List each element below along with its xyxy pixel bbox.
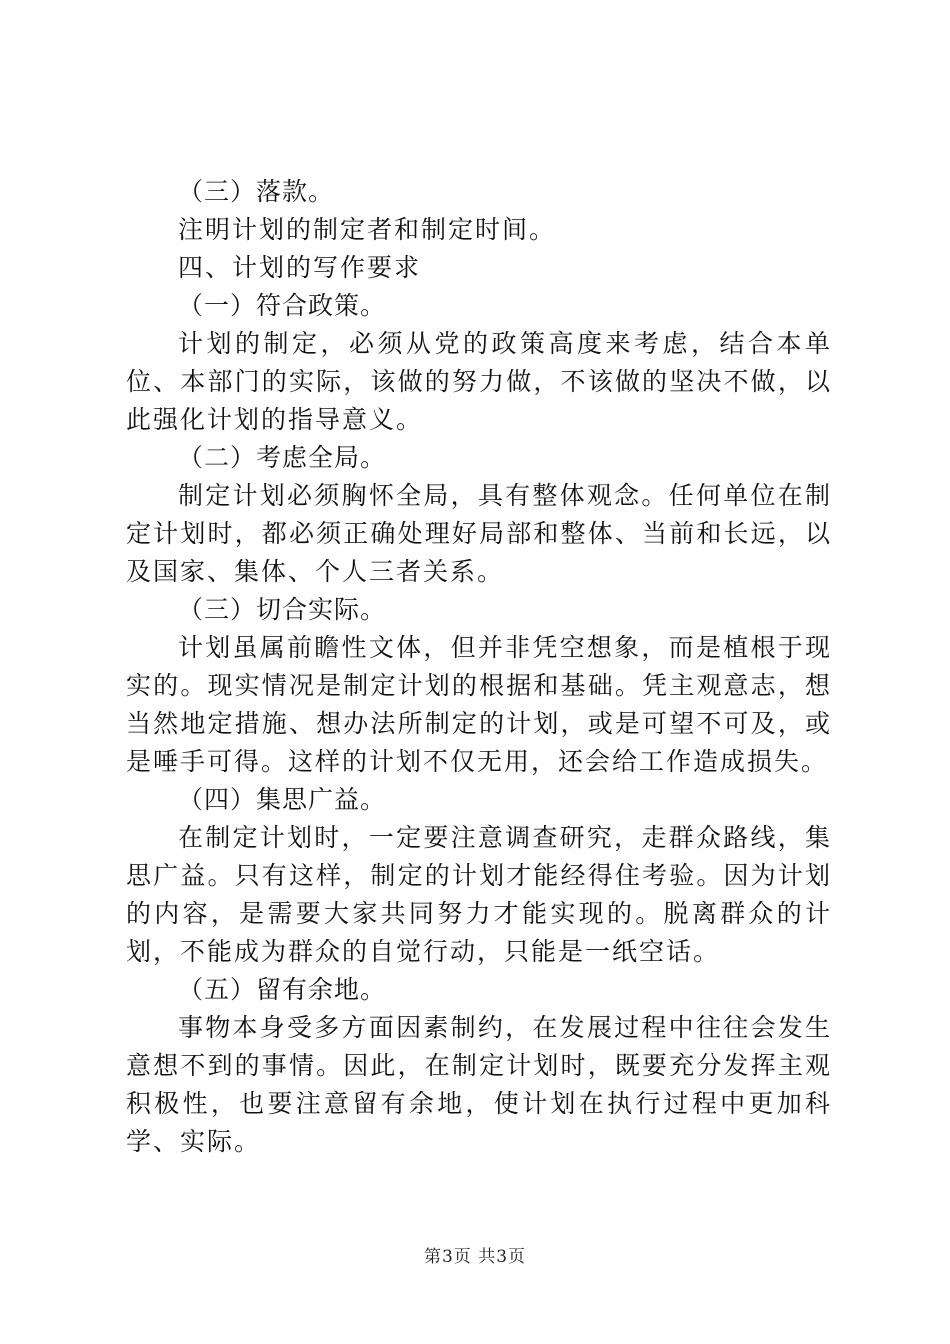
section-heading-policy: （一）符合政策。 — [178, 291, 387, 320]
paragraph-policy: 计划的制定，必须从党的政策高度来考虑，结合本单位、本部门的实际，该做的努力做，不该做的坚决不做，以此强化计划的指导意义。 — [126, 329, 832, 434]
section-heading-collective-wisdom: （四）集思广益。 — [178, 785, 387, 814]
section-heading-leeway: （五）留有余地。 — [178, 975, 387, 1004]
section-heading-signature: （三）落款。 — [178, 177, 335, 206]
paragraph-practical: 计划虽属前瞻性文体，但并非凭空想象，而是植根于现实的。现实情况是制定计划的根据和基础。凭主观意志，想当然地定措施、想办法所制定的计划，或是可望不可及，或是唾手可得。这样的计划不仅无用，还会给工作造成损失。 — [126, 633, 832, 776]
page-number-footer: 第3页 共3页 — [423, 1247, 527, 1267]
paragraph-leeway: 事物本身受多方面因素制约，在发展过程中往往会发生意想不到的事情。因此，在制定计划时，既要充分发挥主观积极性，也要注意留有余地，使计划在执行过程中更加科学、实际。 — [126, 1013, 832, 1156]
section-heading-practical: （三）切合实际。 — [178, 595, 387, 624]
paragraph-signature-note: 注明计划的制定者和制定时间。 — [178, 215, 557, 244]
section-title-writing-requirements: 四、计划的写作要求 — [178, 253, 422, 282]
section-heading-overall: （二）考虑全局。 — [178, 443, 387, 472]
paragraph-overall: 制定计划必须胸怀全局，具有整体观念。任何单位在制定计划时，都必须正确处理好局部和整体、当前和长远，以及国家、集体、个人三者关系。 — [126, 481, 832, 586]
document-body — [126, 173, 832, 1161]
paragraph-collective-wisdom: 在制定计划时，一定要注意调查研究，走群众路线，集思广益。只有这样，制定的计划才能经得住考验。因为计划的内容，是需要大家共同努力才能实现的。脱离群众的计划，不能成为群众的自觉行动，只能是一纸空话。 — [126, 823, 832, 966]
